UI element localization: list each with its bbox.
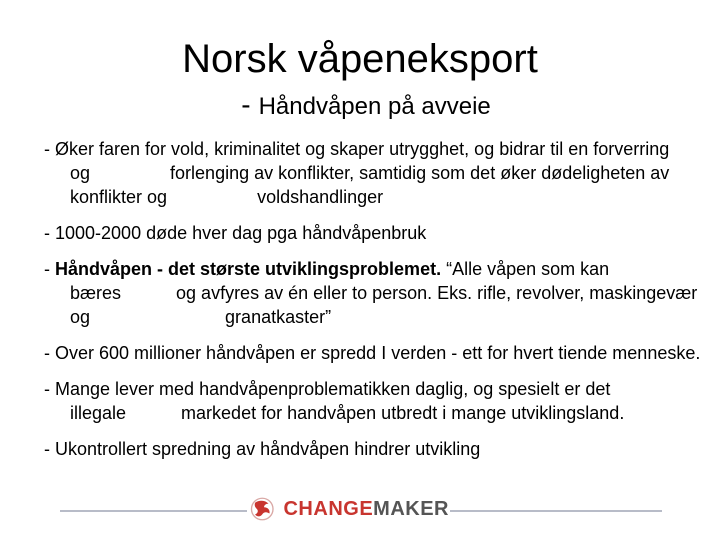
bullet-text: Mange lever med handvåpenproblematikken daglig, og spesielt er det illegale markedet for handvåpen utbredt i mange utviklingsland. bbox=[55, 379, 625, 423]
bullet-text: 1000-2000 døde hver dag pga håndvåpenbruk bbox=[55, 223, 427, 243]
bullet-list bbox=[44, 137, 704, 473]
bullet-item bbox=[44, 257, 704, 329]
bullet-text: “Alle våpen som kan bæres og avfyres av én eller to person. Eks. rifle, revolver, maskingevær og granatkaster” bbox=[70, 259, 698, 327]
bullet-prefix: - bbox=[44, 343, 55, 363]
changemaker-logo-icon bbox=[247, 494, 277, 524]
bullet-bold-text: Håndvåpen - det største utviklingsproblemet. bbox=[55, 259, 442, 279]
subtitle-dash: - bbox=[241, 89, 251, 120]
bullet-text: Øker faren for vold, kriminalitet og skaper utrygghet, og bidrar til en forverring og forlenging av konflikter, samtidig som det øker dødeligheten av konflikter og voldshandlinger bbox=[55, 139, 670, 207]
bullet-prefix: - bbox=[44, 139, 55, 159]
bullet-item bbox=[44, 137, 704, 209]
bullet-item bbox=[44, 437, 704, 461]
bullet-prefix: - bbox=[44, 379, 55, 399]
bullet-text: Over 600 millioner håndvåpen er spredd I verden - ett for hvert tiende menneske. bbox=[55, 343, 701, 363]
bullet-item bbox=[44, 221, 704, 245]
bullet-item bbox=[44, 377, 704, 425]
bullet-prefix: - bbox=[44, 259, 55, 279]
footer bbox=[0, 492, 720, 528]
footer-divider-right bbox=[450, 510, 662, 512]
bullet-prefix: - bbox=[44, 223, 55, 243]
changemaker-logo bbox=[247, 494, 449, 524]
slide-title: Norsk våpeneksport bbox=[182, 37, 538, 81]
bullet-prefix: - bbox=[44, 439, 55, 459]
subtitle-text: Håndvåpen på avveie bbox=[258, 93, 491, 120]
footer-divider-left bbox=[60, 510, 250, 512]
bullet-text: Ukontrollert spredning av håndvåpen hindrer utvikling bbox=[55, 439, 481, 459]
bullet-item bbox=[44, 341, 704, 365]
slide-subtitle bbox=[0, 90, 720, 122]
logo-wordmark: CHANGEMAKER bbox=[283, 497, 449, 520]
